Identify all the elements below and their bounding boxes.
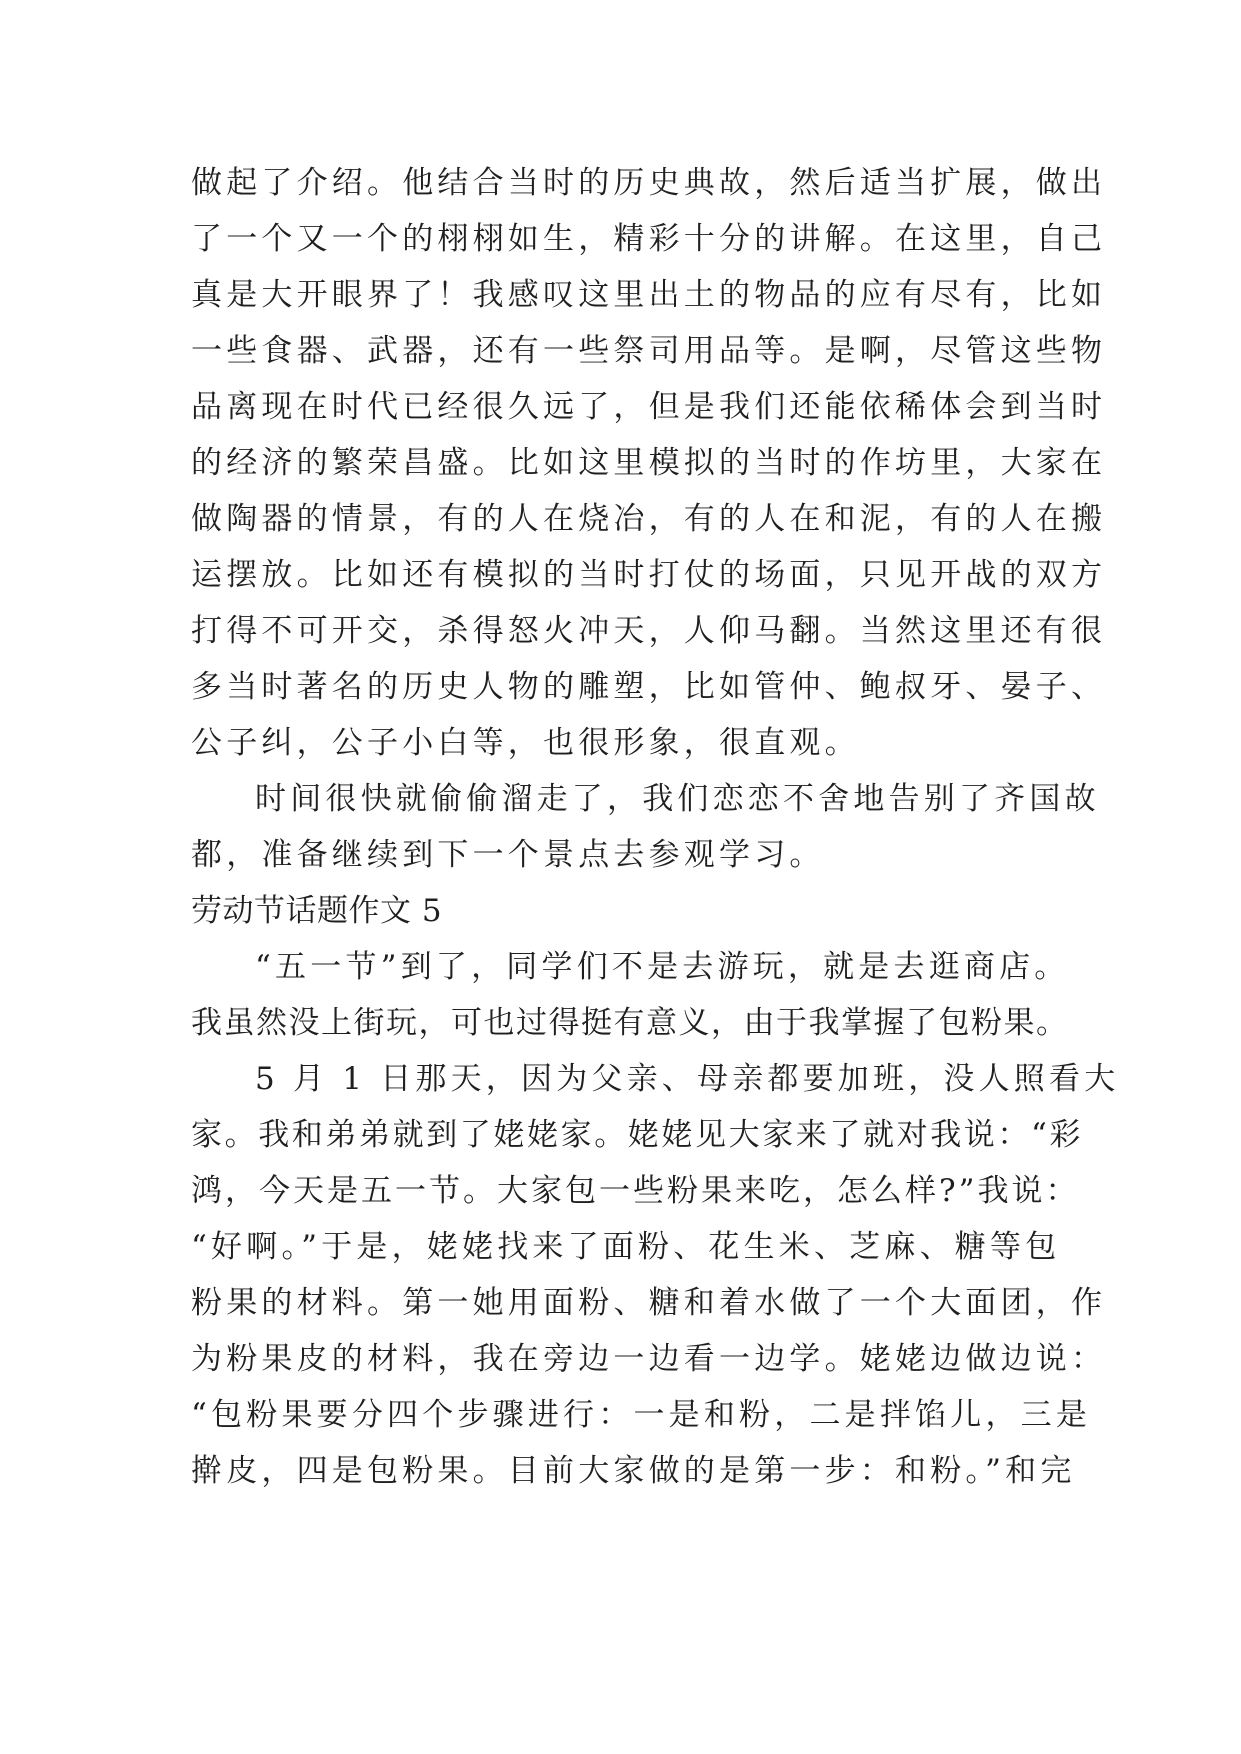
text-line: 一些食器、武器，还有一些祭司用品等。是啊，尽管这些物 — [191, 333, 1107, 369]
text-line: 做陶器的情景，有的人在烧冶，有的人在和泥，有的人在搬 — [191, 501, 1107, 537]
text-line: 多当时著名的历史人物的雕塑，比如管仲、鲍叔牙、晏子、 — [191, 669, 1107, 705]
text-line: 真是大开眼界了！我感叹这里出土的物品的应有尽有，比如 — [191, 277, 1107, 313]
text-line: 家。我和弟弟就到了姥姥家。姥姥见大家来了就对我说：“彩 — [191, 1117, 1084, 1153]
text-line: 都，准备继续到下一个景点去参观学习。 — [191, 837, 825, 873]
section-heading: 劳动节话题作文 5 — [191, 893, 443, 929]
text-line: 粉果的材料。第一她用面粉、糖和着水做了一个大面团，作 — [191, 1285, 1107, 1321]
text-line: 打得不可开交，杀得怒火冲天，人仰马翻。当然这里还有很 — [191, 613, 1107, 649]
text-line: 品离现在时代已经很久远了，但是我们还能依稀体会到当时 — [191, 389, 1107, 425]
text-line: 运摆放。比如还有模拟的当时打仗的场面，只见开战的双方 — [191, 557, 1107, 593]
text-line: 我虽然没上街玩，可也过得挺有意义，由于我掌握了包粉果。 — [191, 1005, 1069, 1041]
paragraph-start-line: 5 月 1 日那天，因为父亲、母亲都要加班，没人照看大 — [255, 1061, 1120, 1097]
paragraph-start-line: “五一节”到了，同学们不是去游玩，就是去逛商店。 — [255, 949, 1070, 985]
text-line: 做起了介绍。他结合当时的历史典故，然后适当扩展，做出 — [191, 165, 1107, 201]
text-line: 的经济的繁荣昌盛。比如这里模拟的当时的作坊里，大家在 — [191, 445, 1107, 481]
text-line: 了一个又一个的栩栩如生，精彩十分的讲解。在这里，自己 — [191, 221, 1107, 257]
text-line: 擀皮，四是包粉果。目前大家做的是第一步：和粉。”和完 — [191, 1453, 1076, 1489]
text-line: “包粉果要分四个步骤进行：一是和粉，二是拌馅儿，三是 — [191, 1397, 1092, 1433]
paragraph-start-line: 时间很快就偷偷溜走了，我们恋恋不舍地告别了齐国故 — [255, 781, 1100, 817]
document-body — [191, 155, 1120, 1499]
text-line: 鸿，今天是五一节。大家包一些粉果来吃，怎么样?”我说： — [191, 1173, 1080, 1209]
text-line: 为粉果皮的材料，我在旁边一边看一边学。姥姥边做边说： — [191, 1341, 1107, 1377]
text-line: “好啊。”于是，姥姥找来了面粉、花生米、芝麻、糖等包 — [191, 1229, 1061, 1265]
text-line: 公子纠，公子小白等，也很形象，很直观。 — [191, 725, 860, 761]
